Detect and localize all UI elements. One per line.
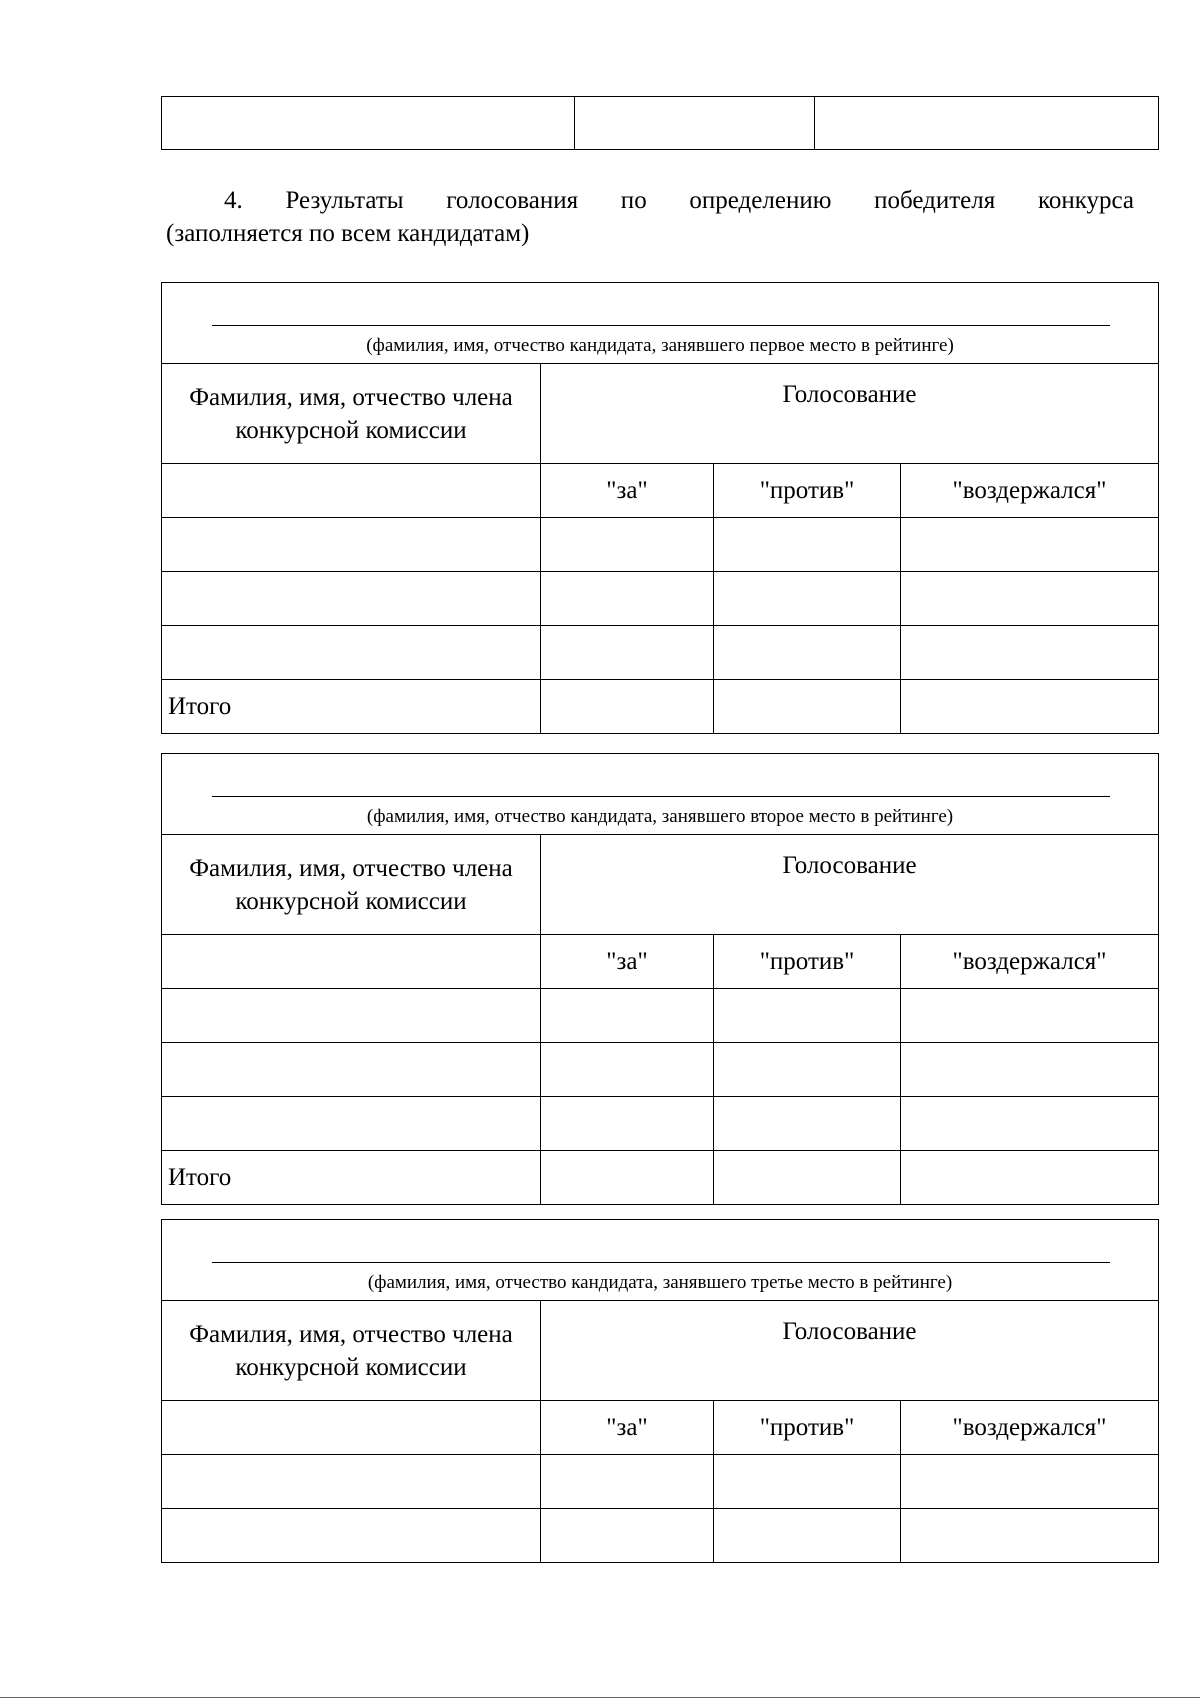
section-title: Результаты голосования по определению победителя конкурса <box>285 187 1135 214</box>
table-row <box>162 989 1159 1043</box>
table-cell[interactable] <box>541 1509 714 1563</box>
previous-table-fragment <box>161 96 1159 150</box>
table-cell[interactable] <box>162 1509 541 1563</box>
table-cell[interactable] <box>901 626 1159 680</box>
voting-column-header: Голосование <box>541 1301 1159 1401</box>
table-cell[interactable] <box>815 97 1159 150</box>
table-cell[interactable] <box>575 97 815 150</box>
table-row <box>162 518 1159 572</box>
table-cell[interactable] <box>162 1043 541 1097</box>
table-cell[interactable] <box>901 1097 1159 1151</box>
section-heading <box>166 184 1134 250</box>
table-row <box>162 1043 1159 1097</box>
abstain-column-header: "воздержался" <box>901 464 1159 518</box>
table-row <box>162 1509 1159 1563</box>
table-cell[interactable] <box>714 1043 901 1097</box>
against-column-header: "против" <box>714 935 901 989</box>
table-row <box>162 1097 1159 1151</box>
table-cell[interactable] <box>714 680 901 734</box>
candidate-caption: (фамилия, имя, отчество кандидата, занявшего первое место в рейтинге) <box>366 335 954 356</box>
for-column-header: "за" <box>541 464 714 518</box>
table-subheader-row <box>162 464 1159 518</box>
table-cell[interactable] <box>162 572 541 626</box>
table-cell[interactable] <box>901 1043 1159 1097</box>
candidate-name-cell[interactable] <box>162 1220 1159 1301</box>
table-row <box>162 1455 1159 1509</box>
table-cell[interactable] <box>714 989 901 1043</box>
voting-table-third-place <box>161 1219 1159 1563</box>
total-row <box>162 1151 1159 1205</box>
table-caption-row <box>162 1220 1159 1301</box>
table-cell[interactable] <box>541 518 714 572</box>
table-cell[interactable] <box>162 464 541 518</box>
page-bottom-edge <box>0 1697 1200 1698</box>
table-cell[interactable] <box>162 1455 541 1509</box>
table-cell[interactable] <box>901 989 1159 1043</box>
total-row <box>162 680 1159 734</box>
section-subtitle: (заполняется по всем кандидатам) <box>166 220 530 247</box>
table-header-row <box>162 835 1159 935</box>
table-cell[interactable] <box>541 989 714 1043</box>
table-cell[interactable] <box>714 1151 901 1205</box>
table-cell[interactable] <box>541 1097 714 1151</box>
total-label: Итого <box>162 680 541 734</box>
voting-column-header: Голосование <box>541 835 1159 935</box>
table-caption-row <box>162 283 1159 364</box>
table-header-row <box>162 1301 1159 1401</box>
candidate-name-line <box>212 1262 1110 1263</box>
table-cell[interactable] <box>714 1509 901 1563</box>
table-row <box>162 572 1159 626</box>
table-cell[interactable] <box>162 989 541 1043</box>
table-row <box>162 626 1159 680</box>
table-header-row <box>162 364 1159 464</box>
candidate-caption: (фамилия, имя, отчество кандидата, занявшего третье место в рейтинге) <box>367 1272 953 1293</box>
table-cell[interactable] <box>901 1455 1159 1509</box>
abstain-column-header: "воздержался" <box>901 1401 1159 1455</box>
candidate-name-line <box>212 325 1110 326</box>
table-cell[interactable] <box>162 518 541 572</box>
voting-table-second-place <box>161 753 1159 1205</box>
table-caption-row <box>162 754 1159 835</box>
table-cell[interactable] <box>162 1097 541 1151</box>
section-heading-line1 <box>166 184 1134 217</box>
table-cell[interactable] <box>714 572 901 626</box>
candidate-name-cell[interactable] <box>162 283 1159 364</box>
voting-table-first-place <box>161 282 1159 734</box>
table-cell[interactable] <box>714 1455 901 1509</box>
table-cell[interactable] <box>901 1509 1159 1563</box>
table-cell[interactable] <box>162 97 575 150</box>
table-cell[interactable] <box>901 1151 1159 1205</box>
table-cell[interactable] <box>162 1401 541 1455</box>
candidate-name-line <box>212 796 1110 797</box>
member-column-header: Фамилия, имя, отчество члена конкурсной комиссии <box>162 835 541 935</box>
for-column-header: "за" <box>541 1401 714 1455</box>
table-cell[interactable] <box>714 1097 901 1151</box>
table-row <box>162 97 1159 150</box>
total-label: Итого <box>162 1151 541 1205</box>
table-cell[interactable] <box>162 935 541 989</box>
table-cell[interactable] <box>901 572 1159 626</box>
table-subheader-row <box>162 1401 1159 1455</box>
table-cell[interactable] <box>541 1151 714 1205</box>
table-cell[interactable] <box>541 1043 714 1097</box>
table-cell[interactable] <box>714 626 901 680</box>
for-column-header: "за" <box>541 935 714 989</box>
table-cell[interactable] <box>541 1455 714 1509</box>
table-cell[interactable] <box>901 518 1159 572</box>
member-column-header: Фамилия, имя, отчество члена конкурсной комиссии <box>162 1301 541 1401</box>
table-cell[interactable] <box>162 626 541 680</box>
section-number: 4. <box>224 187 243 214</box>
abstain-column-header: "воздержался" <box>901 935 1159 989</box>
table-cell[interactable] <box>541 680 714 734</box>
member-column-header: Фамилия, имя, отчество члена конкурсной комиссии <box>162 364 541 464</box>
voting-column-header: Голосование <box>541 364 1159 464</box>
against-column-header: "против" <box>714 1401 901 1455</box>
table-cell[interactable] <box>541 626 714 680</box>
table-subheader-row <box>162 935 1159 989</box>
table-cell[interactable] <box>714 518 901 572</box>
candidate-caption: (фамилия, имя, отчество кандидата, занявшего второе место в рейтинге) <box>366 806 954 827</box>
table-cell[interactable] <box>901 680 1159 734</box>
candidate-name-cell[interactable] <box>162 754 1159 835</box>
against-column-header: "против" <box>714 464 901 518</box>
table-cell[interactable] <box>541 572 714 626</box>
